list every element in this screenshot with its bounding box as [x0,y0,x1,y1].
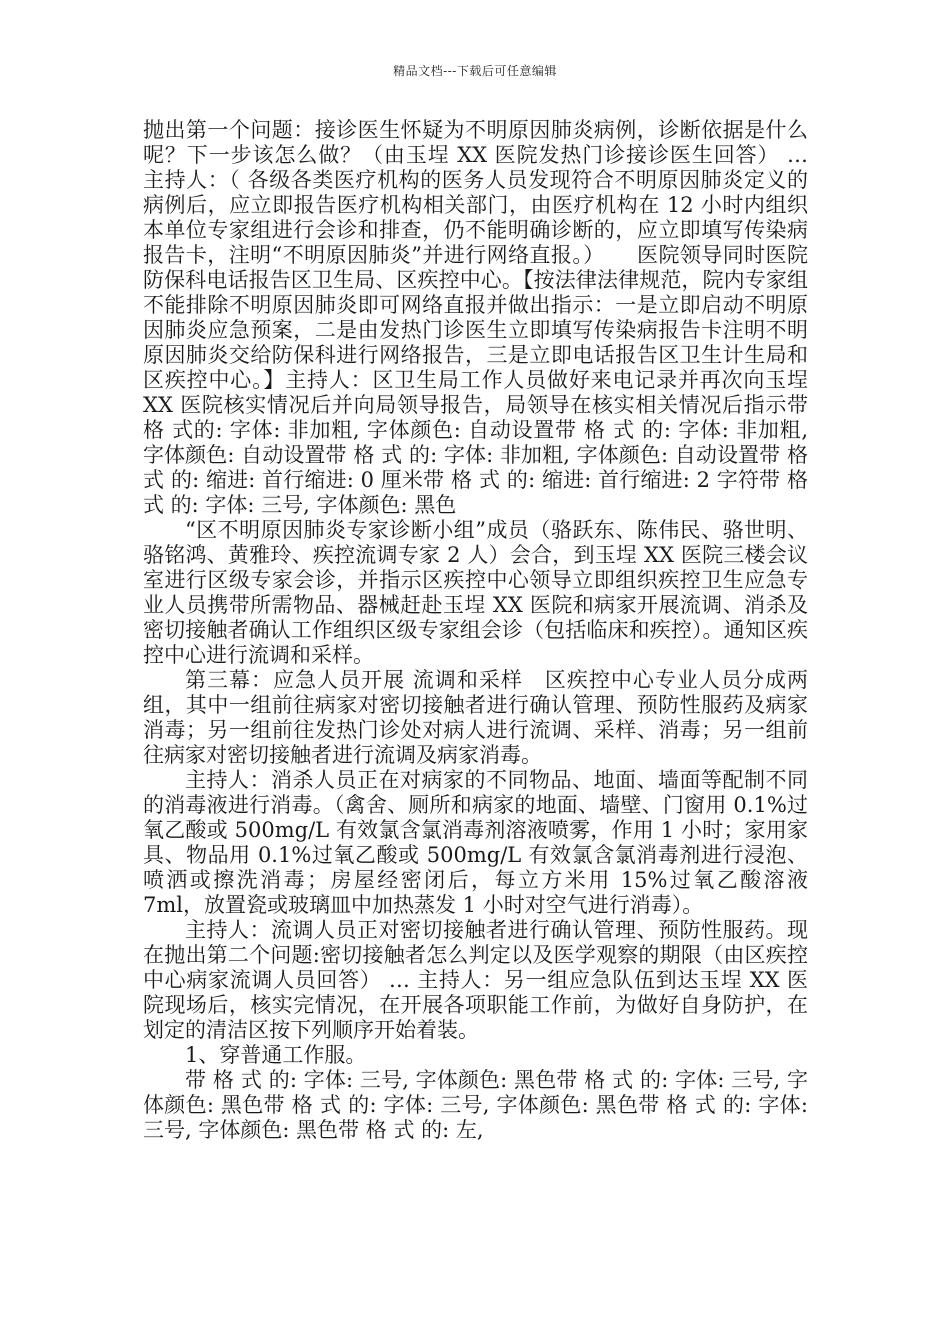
paragraph-7: 带 格 式 的: 字体: 三号, 字体颜色: 黑色带 格 式 的: 字体: 三号, 字体颜色: 黑色带 格 式 的: 字体: 三号, 字体颜色: 黑色带 格 式 的: 字体: 三号, 字体颜色: 黑色带 格 式 的: 左, [143,1068,808,1142]
paragraph-6: 1、穿普通工作服。 [185,1043,367,1067]
paragraph-4: 主持人：消杀人员正在对病家的不同物品、地面、墙面等配制不同的消毒液进行消毒。（禽舍、厕所和病家的地面、墙壁、门窗用 0.1%过氧乙酸或 500mg/L 有效氯含氯消毒剂溶液喷雾，作用 1 小时；家用家具、物品用 0.1%过氧乙酸或 500mg/L 有效氯含氯消毒剂进行浸泡、喷洒或擦洗消毒；房屋经密闭后，每立方米用 15%过氧乙酸溶液 7ml，放置瓷或玻璃皿中加热蒸发 1 小时对空气进行消毒）。 [143,768,808,917]
paragraph-1: 抛出第一个问题：接诊医生怀疑为不明原因肺炎病例，诊断依据是什么呢？下一步该怎么做？（由玉埕 XX 医院发热门诊接诊医生回答） … 主持人：（ 各级各类医疗机构的医务人员发现符合不明原因肺炎定义的病例后，应立即报告医疗机构相关部门，由医疗机构在 12 小时内组织本单位专家组进行会诊和排查，仍不能明确诊断的，应立即填写传染病报告卡，注明“不明原因肺炎”并进行网络直报。） 医院领导同时医院防保科电话报告区卫生局、区疾控中心。【按法律法律规范，院内专家组不能排除不明原因肺炎即可网络直报并做出指示：一是立即启动不明原因肺炎应急预案，二是由发热门诊医生立即填写传染病报告卡注明不明原因肺炎交给防保科进行网络报告，三是立即电话报告区卫生计生局和区疾控中心。】主持人：区卫生局工作人员做好来电记录并再次向玉埕 XX 医院核实情况后并向局领导报告，局领导在核实相关情况后指示带 格 式的: 字体: 非加粗, 字体颜色: 自动设置带 格 式 的: 字体: 非加粗, 字体颜色: 自动设置带 格 式 的: 字体: 非加粗, 字体颜色: 自动设置带 格 式 的: 缩进: 首行缩进: 0 厘米带 格 式 的: 缩进: 首行缩进: 2 字符带 格 式 的: 字体: 三号, 字体颜色: 黑色 [143,118,808,517]
paragraph-2: “区不明原因肺炎专家诊断小组”成员（骆跃东、陈伟民、骆世明、骆铭鸿、黄雅玲、疾控流调专家 2 人）会合，到玉埕 XX 医院三楼会议室进行区级专家会诊，并指示区疾控中心领导立即组织疾控卫生应急专业人员携带所需物品、器械赶赴玉埕 XX 医院和病家开展流调、消杀及密切接触者确认工作组织区级专家组会诊（包括临床和疾控）。通知区疾控中心进行流调和采样。 [143,518,808,667]
page-header: 精品文档---下载后可任意编辑 [393,64,557,78]
document-body [143,118,808,1143]
paragraph-3: 第三幕：应急人员开展 流调和采样 区疾控中心专业人员分成两组，其中一组前往病家对密切接触者进行确认管理、预防性服药及病家消毒；另一组前往发热门诊处对病人进行流调、采样、消毒；另一组前往病家对密切接触者进行流调及病家消毒。 [143,668,808,767]
paragraph-5: 主持人：流调人员正对密切接触者进行确认管理、预防性服药。现在抛出第二个问题:密切接触者怎么判定以及医学观察的期限（由区疾控中心病家流调人员回答） … 主持人：另一组应急队伍到达玉埕 XX 医院现场后，核实完情况，在开展各项职能工作前，为做好自身防护，在划定的清洁区按下列顺序开始着装。 [143,918,808,1042]
